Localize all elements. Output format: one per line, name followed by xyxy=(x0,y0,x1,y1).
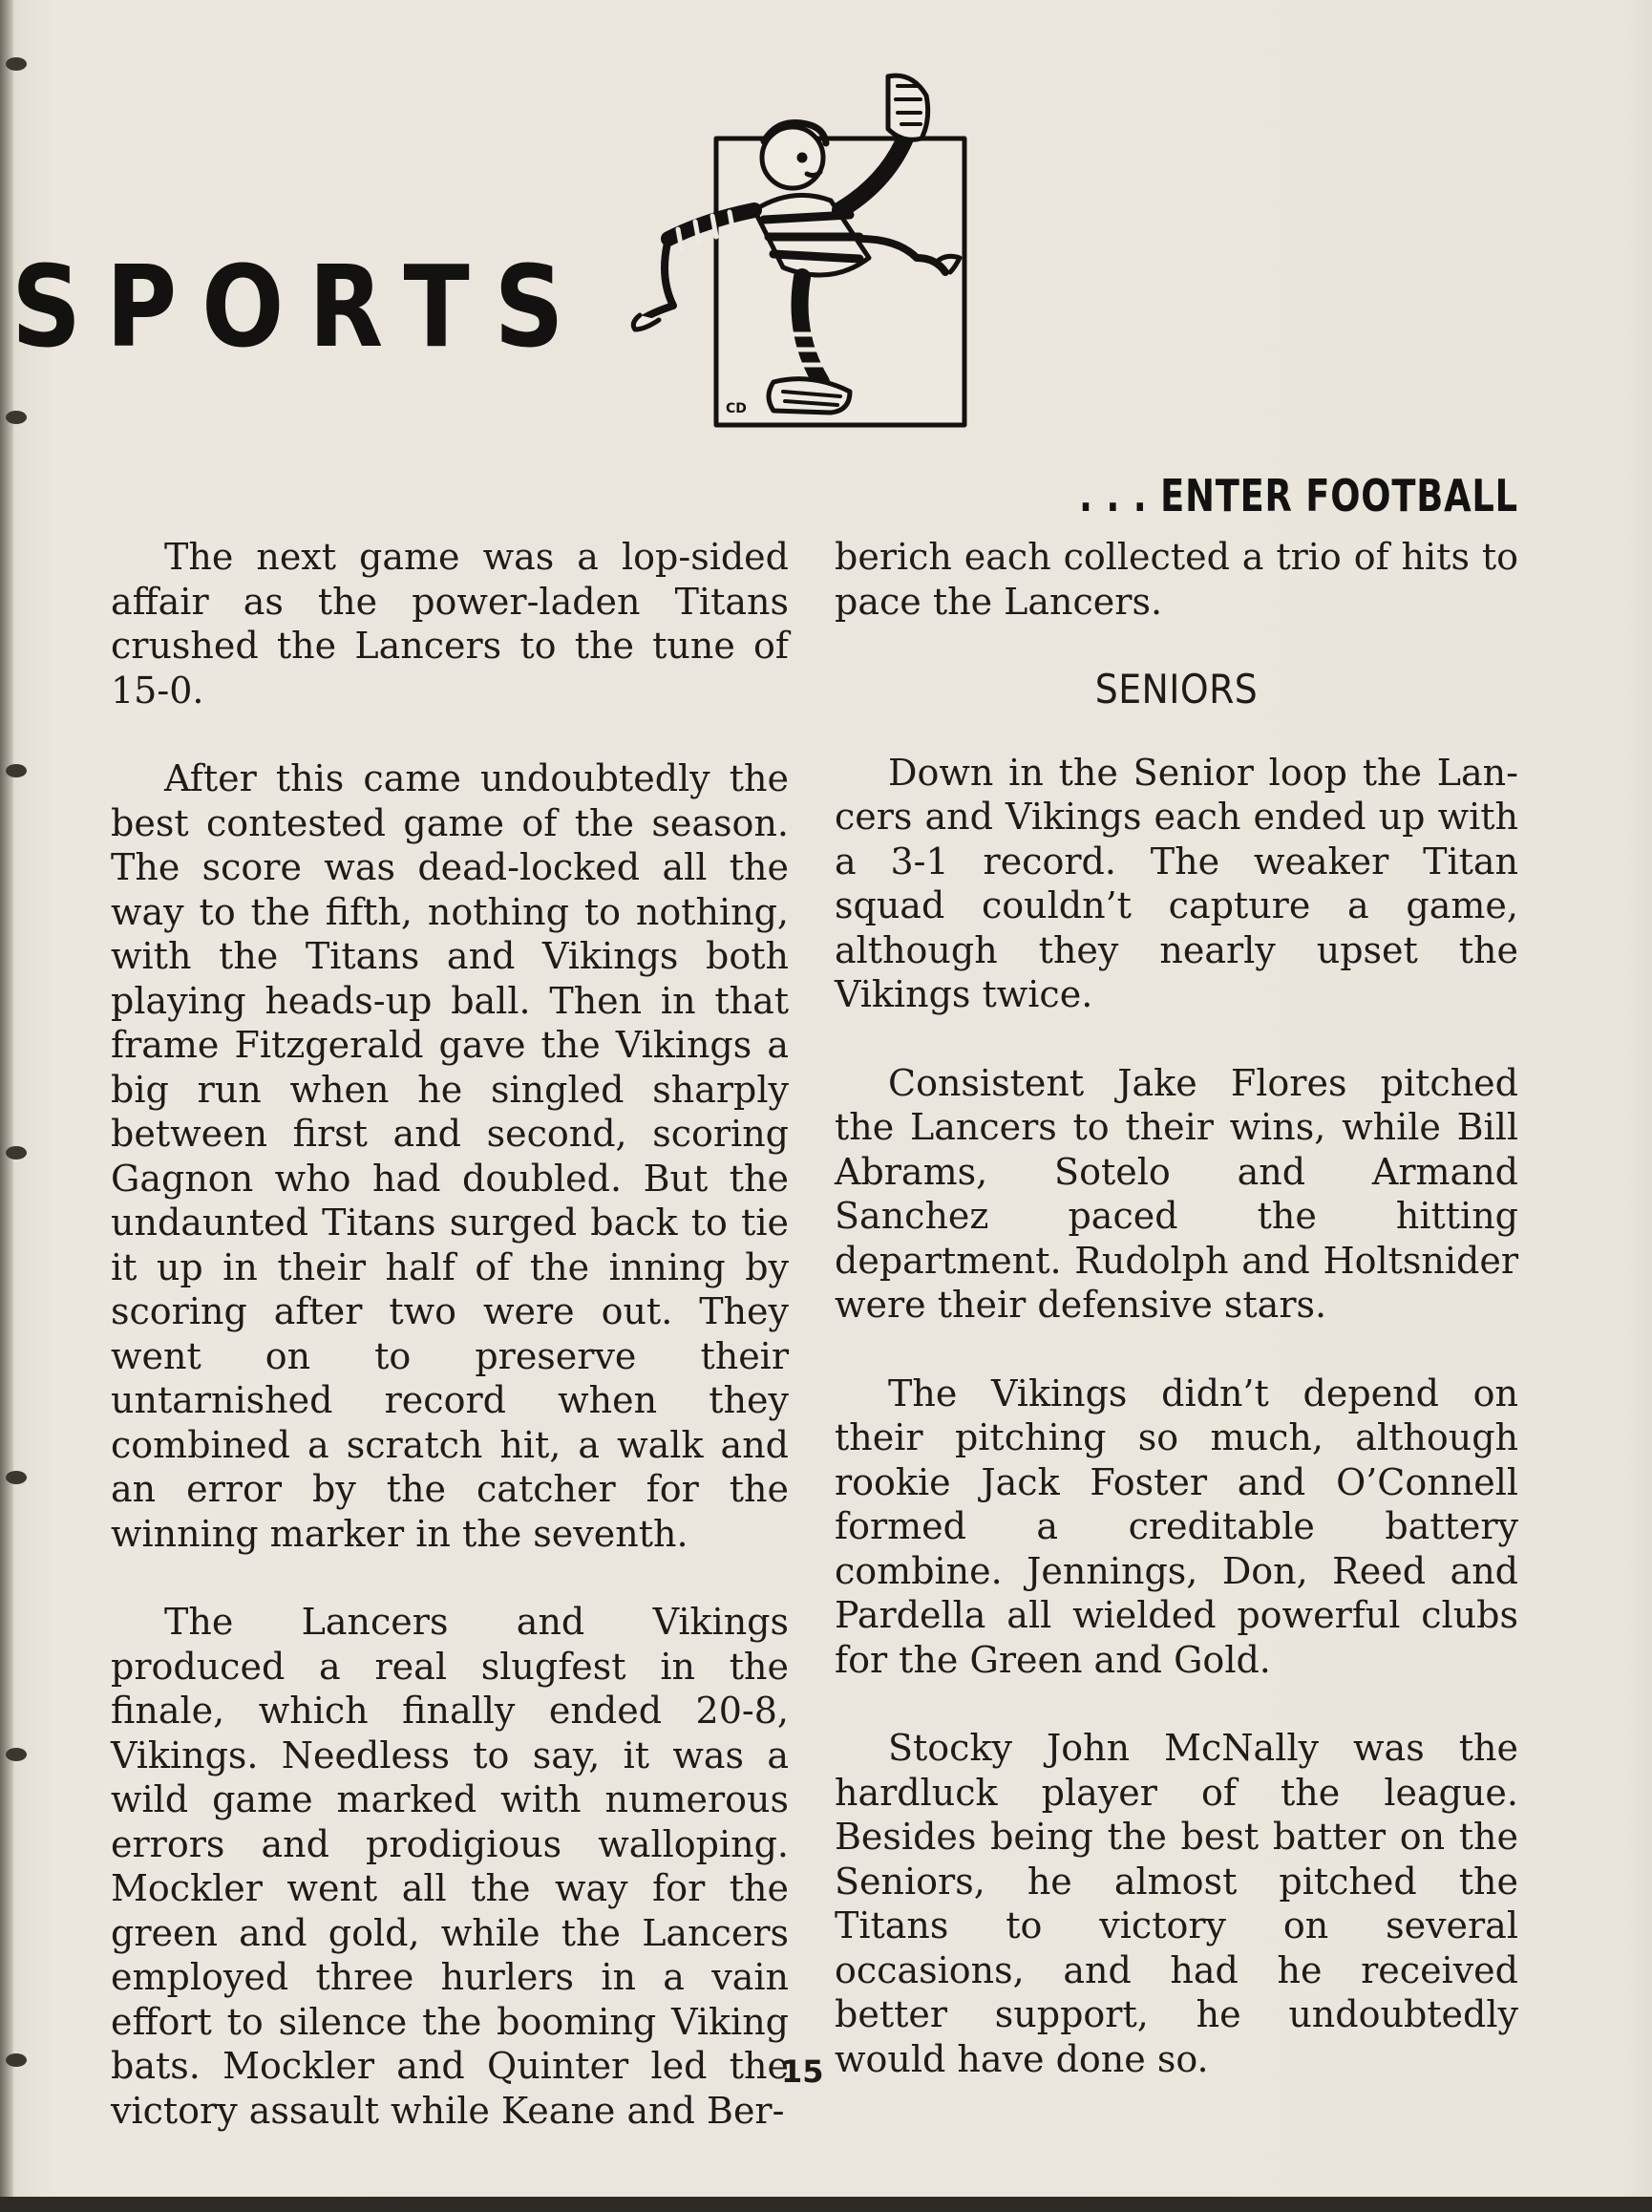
paragraph: After this came undoubtedly the best contested game of the season. The score was dead-locked all the way to the fifth, nothing to nothing, with the Titans and Vikings both playing heads-up ball. Then in that frame Fitzgerald gave the Vikings a big run when he singled sharply between first and second, scoring Gagnon who had doubled. But the undaunted Titans surged back to tie it up in their half of the inning by scoring after two were out. They went on to preserve their untarnished record when they combined a scratch hit, a walk and an error by the catcher for the winning marker in the seventh. xyxy=(111,757,789,1555)
binding-stitch xyxy=(6,411,27,424)
paragraph-continuation: berich each collected a trio of hits to pace the Lancers. xyxy=(835,536,1518,623)
page-bottom-edge xyxy=(0,2197,1652,2212)
left-column xyxy=(111,535,789,2177)
paragraph: Stocky John McNally was the hardluck player of the league. Besides being the best batter on the Seniors, he almost pitched the Titans to victory on several occasions, and had he received better support, he undoubtedly would have done so. xyxy=(835,1727,1518,2080)
right-column xyxy=(835,535,1518,2125)
section-heading: . . . ENTER FOOTBALL xyxy=(1079,470,1518,521)
binding-stitch xyxy=(6,57,27,71)
paragraph: Consistent Jake Flores pitched the Lancers to their wins, while Bill Abrams, Sotelo and Armand Sanchez paced the hitting department. Rudolph and Holtsnider were their defensive stars. xyxy=(835,1061,1518,1326)
paragraph: The Vikings didn’t depend on their pitching so much, although rookie Jack Foster and O’Connell formed a creditable battery combine. Jennings, Don, Reed and Pardella all wielded powerful clubs for the Green and Gold. xyxy=(835,1372,1518,1681)
binding-stitch xyxy=(6,1748,27,1761)
binding-stitch xyxy=(6,2053,27,2067)
football-player-cartoon xyxy=(611,67,1022,430)
page-number: 15 xyxy=(781,2053,824,2090)
subheading-seniors: SENIORS xyxy=(1094,666,1259,713)
paragraph: The next game was a lop-sided affair as the power-laden Titans crushed the Lancers to the tune of 15-0. xyxy=(111,536,789,712)
paragraph: Down in the Senior loop the Lancers and Vikings each ended up with a 3-1 record. The weaker Titan squad couldn’t capture a game, although they nearly upset the Vikings twice. xyxy=(835,751,1518,1015)
artist-initials: CD xyxy=(726,401,747,416)
binding-stitch xyxy=(6,1471,27,1484)
paragraph: The Lancers and Vikings produced a real slugfest in the finale, which finally ended 20-8, Vikings. Needless to say, it was a wild game marked with numerous errors and prodigious walloping. Mockler went all the way for the green and gold, while the Lancers employed three hurlers in a vain effort to silence the booming Viking bats. Mockler and Quinter led the victory assault while Keane and Ber- xyxy=(111,1601,789,2132)
binding-stitch xyxy=(6,1146,27,1159)
page-title: SPORTS xyxy=(11,241,589,372)
binding-stitch xyxy=(6,764,27,777)
